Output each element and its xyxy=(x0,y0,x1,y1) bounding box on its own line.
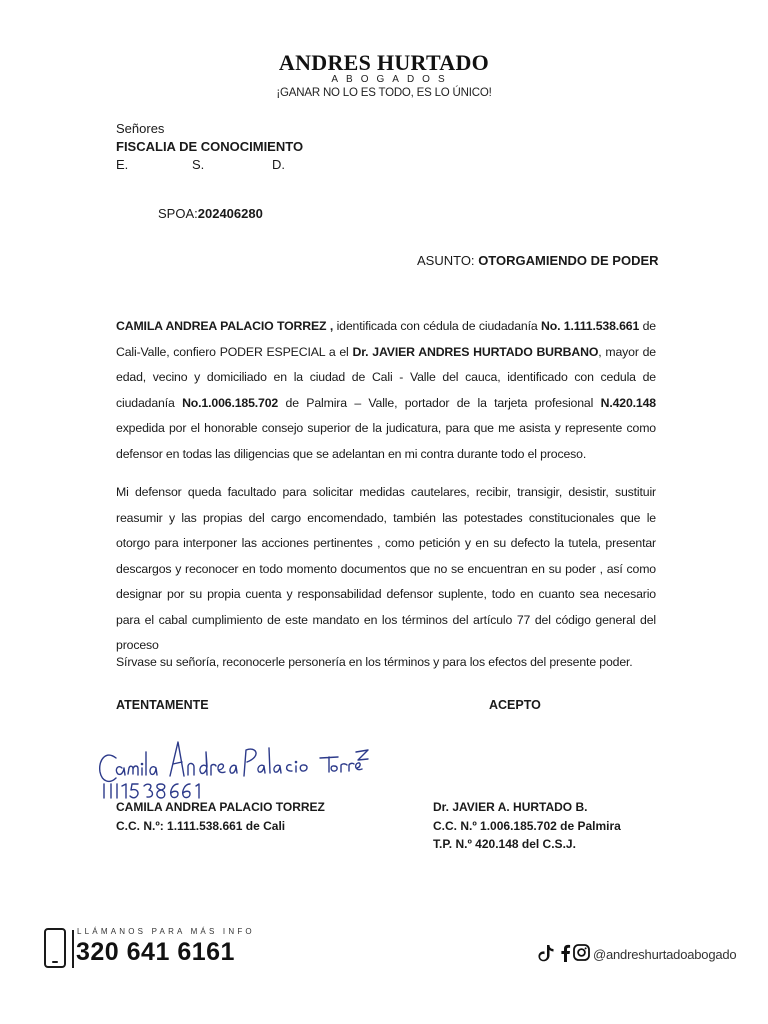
instagram-icon[interactable] xyxy=(573,944,590,964)
attorney-id: No.1.006.185.702 xyxy=(182,395,279,410)
firm-motto: ¡GANAR NO LO ES TODO, ES LO ÚNICO! xyxy=(276,87,492,99)
call-label: LLÁMANOS PARA MÁS INFO xyxy=(77,927,255,936)
footer-divider xyxy=(72,930,74,968)
p1-text-2: de Cali-Valle, confiero PODER ESPECIAL a el xyxy=(116,319,656,359)
label-acepto: ACEPTO xyxy=(489,698,541,712)
attorney-signature-name: Dr. JAVIER A. HURTADO B. xyxy=(433,800,588,814)
spoa-number: 202406280 xyxy=(197,206,263,221)
attorney-tp: N.420.148 xyxy=(600,395,656,410)
addressee-entity: FISCALIA DE CONOCIMIENTO xyxy=(116,139,304,154)
attorney-signature-tp: T.P. N.º 420.148 del C.S.J. xyxy=(433,837,576,851)
phone-number[interactable]: 320 641 6161 xyxy=(76,938,235,966)
handwritten-signature xyxy=(94,738,370,800)
spoa-line xyxy=(158,206,263,221)
firm-subtitle: ABOGADOS xyxy=(331,74,453,85)
spoa-label: SPOA: xyxy=(158,206,198,221)
addressee-e: E. xyxy=(116,157,129,172)
attorney-signature-id: C.C. N.º 1.006.185.702 de Palmira xyxy=(433,819,621,833)
addressee-s: S. xyxy=(192,157,205,172)
grantor-name: CAMILA ANDREA PALACIO TORREZ , xyxy=(116,319,334,333)
subject-value: OTORGAMIENDO DE PODER xyxy=(478,253,659,268)
salutation: Señores xyxy=(116,121,165,136)
firm-name: ANDRES HURTADO xyxy=(278,50,490,75)
paragraph-2-text: Mi defensor queda facultado para solicitar medidas cautelares, recibir, transigir, desistir, sustituir reasumir y las propias del cargo encomendado, también las potestades constitucionales que le otorgo para interponer las acciones pertinentes , como petición y en su defecto la tutela, presentar descargos y reconocer en todo momento documentos que no se encuentran en su poder , así como designar por su propia cuenta y responsabilidad defensor suplente, todo en cuanto sea necesario para el cabal cumplimiento de este mandato en los términos del artículo 77 del código general del proceso xyxy=(116,485,656,652)
p1-text-4: de Palmira – Valle, portador de la tarjeta profesional xyxy=(278,395,601,410)
tiktok-icon[interactable] xyxy=(538,944,554,965)
p1-text-5: expedida por el honorable consejo superior de la judicatura, para que me asista y represente como defensor en todas las diligencias que se adelantan en mi contra durante todo el proceso. xyxy=(116,421,656,461)
label-atentamente: ATENTAMENTE xyxy=(116,698,209,712)
p1-text-3: , mayor de edad, vecino y domiciliado en la ciudad de Cali - Valle del cauca, identificado con cedula de ciudadanía xyxy=(116,344,656,410)
social-handle[interactable]: @andreshurtadoabogado xyxy=(593,947,737,962)
paragraph-2 xyxy=(116,480,656,659)
grantor-signature-id: C.C. N.º: 1.111.538.661 de Cali xyxy=(116,819,286,833)
phone-icon xyxy=(44,928,66,968)
addressee-d: D. xyxy=(272,157,285,172)
p1-text-1: identificada con cédula de ciudadanía xyxy=(333,319,541,333)
attorney-name: Dr. JAVIER ANDRES HURTADO BURBANO xyxy=(352,344,599,359)
grantor-id: No. 1.111.538.661 xyxy=(541,319,640,333)
paragraph-1 xyxy=(116,314,656,467)
facebook-icon[interactable] xyxy=(559,944,571,965)
subject-label: ASUNTO: xyxy=(417,253,475,268)
subject-line xyxy=(417,253,659,268)
paragraph-3-text: Sírvase su señoría, reconocerle personería en los términos y para los efectos del presente poder. xyxy=(116,655,633,669)
paragraph-3 xyxy=(116,650,656,676)
grantor-signature-name: CAMILA ANDREA PALACIO TORREZ xyxy=(116,800,325,814)
